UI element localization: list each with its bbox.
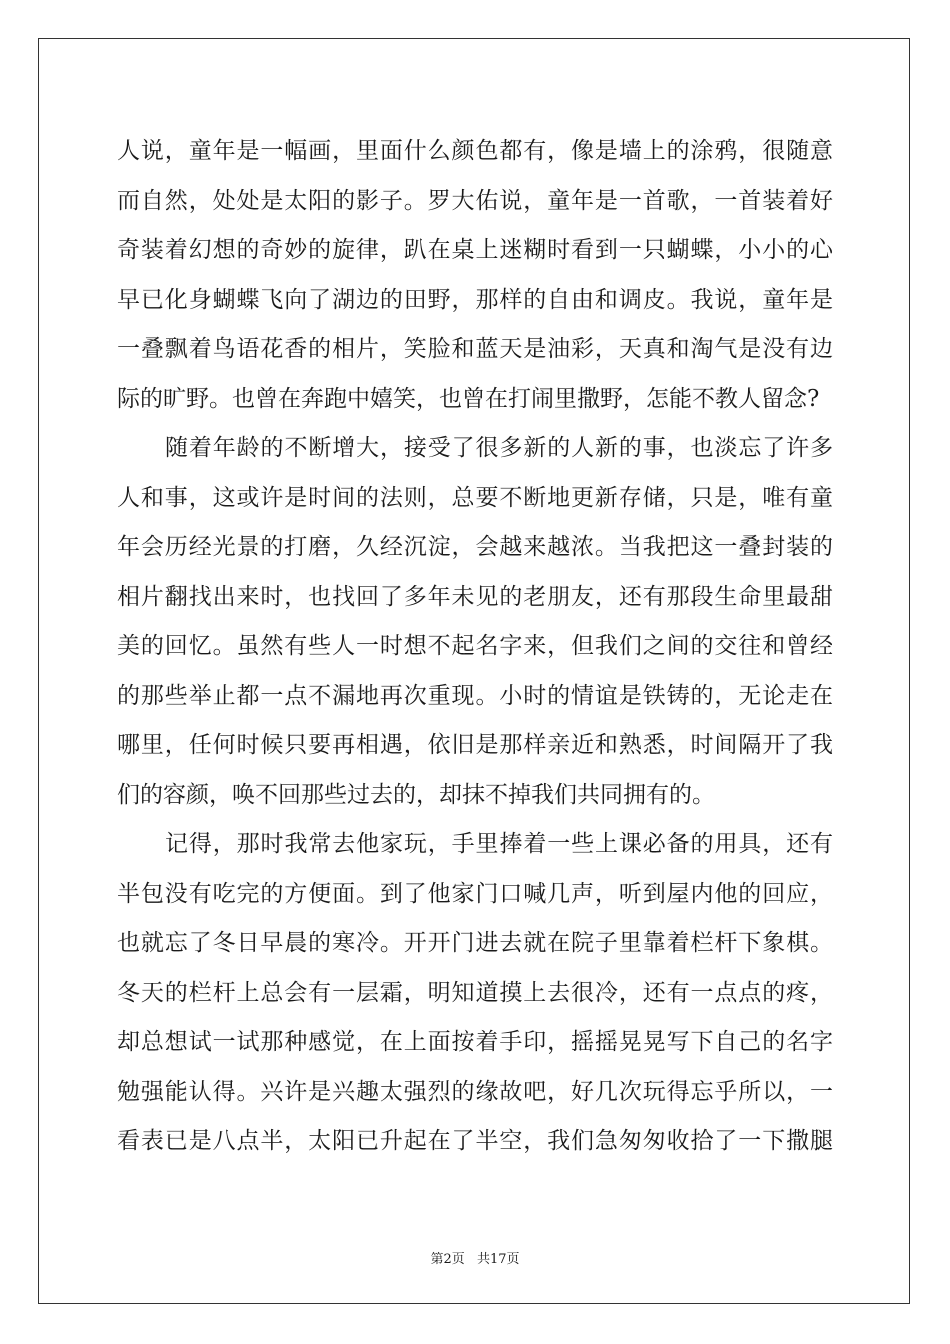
paragraph-2 (117, 424, 833, 820)
text-line: 也就忘了冬日早晨的寒冷。开开门进去就在院子里靠着栏杆下象棋。 (117, 930, 833, 956)
text-line: 相片翻找出来时，也找回了多年未见的老朋友，还有那段生命里最甜 (117, 583, 833, 610)
text-line: 冬天的栏杆上总会有一层霜，明知道摸上去很冷，还有一点点的疼， (117, 979, 833, 1006)
page-footer (0, 1248, 950, 1267)
text-line: 却总想试一试那种感觉，在上面按着手印，摇摇晃晃写下自己的名字 (117, 1029, 833, 1055)
text-line: 早已化身蝴蝶飞向了湖边的田野，那样的自由和调皮。我说，童年是 (117, 286, 833, 313)
text-line: 奇装着幻想的奇妙的旋律，趴在桌上迷糊时看到一只蝴蝶，小小的心 (117, 237, 833, 263)
text-line: 人和事，这或许是时间的法则，总要不断地更新存储，只是，唯有童 (117, 484, 833, 511)
text-line: 的那些举止都一点不漏地再次重现。小时的情谊是铁铸的，无论走在 (117, 682, 833, 709)
paragraph-3 (117, 820, 833, 1167)
paragraph-1 (117, 127, 833, 424)
text-line: 一叠飘着鸟语花香的相片，笑脸和蓝天是油彩，天真和淘气是没有边 (117, 336, 833, 362)
text-line: 勉强能认得。兴许是兴趣太强烈的缘故吧，好几次玩得忘乎所以，一 (117, 1078, 833, 1105)
text-line: 哪里，任何时候只要再相遇，依旧是那样亲近和熟悉，时间隔开了我 (117, 732, 833, 758)
text-line: 记得，那时我常去他家玩，手里捧着一些上课必备的用具，还有 (165, 831, 833, 857)
page-total: 共17页 (476, 1252, 520, 1267)
text-line: 随着年龄的不断增大，接受了很多新的人新的事，也淡忘了许多 (165, 435, 833, 461)
text-line: 人说，童年是一幅画，里面什么颜色都有，像是墙上的涂鸦，很随意 (117, 138, 833, 164)
text-line: 美的回忆。虽然有些人一时想不起名字来，但我们之间的交往和曾经 (117, 633, 833, 659)
page-number: 第2页 (430, 1252, 465, 1267)
document-body (117, 127, 833, 1167)
text-line: 看表已是八点半，太阳已升起在了半空，我们急匆匆收拾了一下撒腿 (117, 1128, 833, 1154)
text-line: 际的旷野。也曾在奔跑中嬉笑，也曾在打闹里撒野，怎能不教人留念? (117, 385, 820, 412)
text-line: 年会历经光景的打磨，久经沉淀，会越来越浓。当我把这一叠封装的 (117, 534, 833, 560)
text-line: 们的容颜，唤不回那些过去的，却抹不掉我们共同拥有的。 (117, 781, 715, 808)
text-line: 半包没有吃完的方便面。到了他家门口喊几声，听到屋内他的回应， (117, 880, 833, 907)
text-line: 而自然，处处是太阳的影子。罗大佑说，童年是一首歌，一首装着好 (117, 187, 833, 214)
